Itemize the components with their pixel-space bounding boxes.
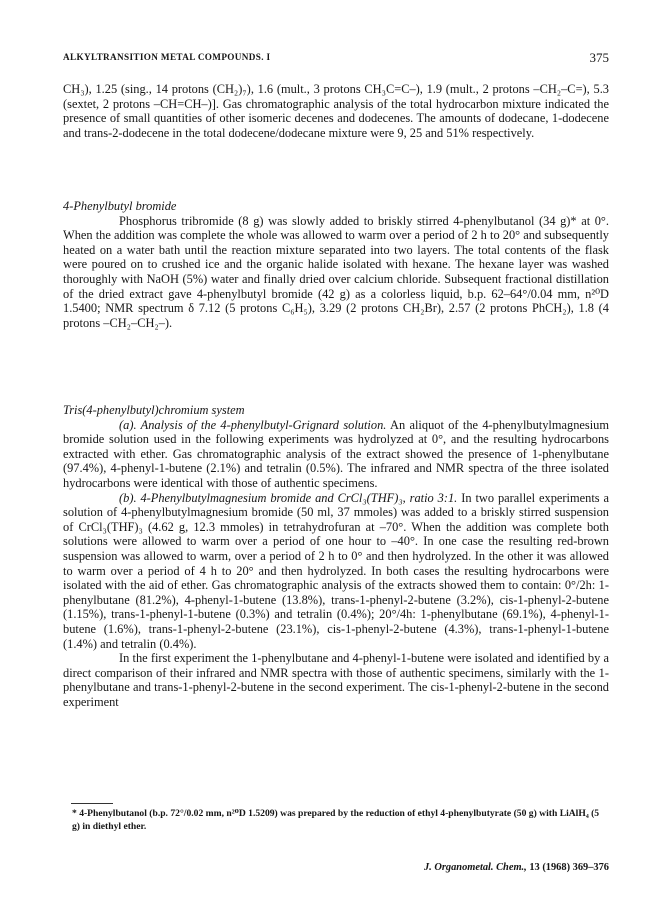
paragraph-nmr-continuation: CH₃), 1.25 (sing., 14 protons (CH₂)₇), 1.6 (mult., 3 protons CH₃C=C–), 1.9 (mult., 2 protons –CH₂–C=), 5.3 (sextet, 2 protons –CH=CH–)]. Gas chromatographic analysis of the total hydrocarbon mixture indicated the presence of small quantities of other isomeric decenes and dodecenes. The amounts of dodecane, 1-dodecene and trans-2-dodecene in the total dodecene/dodecane mixture were 9, 25 and 51% respectively. xyxy=(63,82,609,140)
section-heading-bromide: 4-Phenylbutyl bromide xyxy=(63,199,177,213)
footnote-divider xyxy=(71,803,113,804)
page-header xyxy=(63,52,609,68)
paragraph-a-text: An aliquot of the 4-phenylbutylmagnesium bromide solution used in the following experiments was hydrolyzed at 0°, and the resulting hydrocarbons extracted with ether. Gas chromatographic analysis of the extract showed the presence of 1-phenylbutane (97.4%), 4-phenyl-1-butene (2.1%) and tetralin (0.5%). The infrared and NMR spectra of the three isolated hydrocarbons were identical with those of authentic specimens. xyxy=(63,417,609,490)
paragraph-b-label: (b). 4-Phenylbutylmagnesium bromide and CrCl₃(THF)₃, ratio 3:1. xyxy=(119,490,458,505)
paragraph-b-text: In two parallel experiments a solution of 4-phenylbutylmagnesium bromide (50 ml, 37 mmoles) was added to a briskly stirred suspension of CrCl₃(THF)₃ (4.62 g, 12.3 mmoles) in tetrahydrofuran at –70°. When the addition was complete both solutions were allowed to warm over a period of one hour to –40°. In one case the resulting red-brown suspension was allowed to warm, over a period of 2 h to 0° and then hydrolyzed. In the other it was allowed to warm over a period of 4 h to 20° and then hydrolyzed. In both cases the resulting hydrocarbons were isolated with the aid of ether. Gas chromatographic analysis of the extracts showed them to contain: 0°/2h: 1-phenylbutane (81.2%), 4-phenyl-1-butene (13.8%), trans-1-phenyl-2-butene (3.2%), cis-1-phenyl-2-butene (1.15%), trans-1-phenyl-1-butene (0.3%) and tetralin (0.4%); 20°/4h: 1-phenylbutane (69.1%), 4-phenyl-1-butene (1.6%), trans-1-phenyl-2-butene (23.1%), cis-1-phenyl-2-butene (4.3%), trans-1-phenyl-1-butene (1.4%) and tetralin (0.4%). xyxy=(63,490,609,651)
section-phenylbutyl-bromide xyxy=(63,199,609,330)
section-heading-chromium-system: Tris(4-phenylbutyl)chromium system xyxy=(63,403,245,417)
footnote: * 4-Phenylbutanol (b.p. 72°/0.02 mm, n²⁰D 1.5209) was prepared by the reduction of ethyl 4-phenylbutyrate (50 g) with LiAlH₄ (5 g) in diethyl ether. xyxy=(72,808,600,832)
paragraph-a-label: (a). Analysis of the 4-phenylbutyl-Grignard solution. xyxy=(119,417,387,432)
paragraph-grignard-analysis xyxy=(63,418,609,491)
page-number: 375 xyxy=(589,50,609,65)
paragraph-crcl3-reaction xyxy=(63,491,609,652)
running-title: ALKYLTRANSITION METAL COMPOUNDS. I xyxy=(63,52,271,62)
journal-citation xyxy=(424,862,609,873)
journal-name: J. Organometal. Chem., xyxy=(423,862,527,873)
section-chromium-system xyxy=(63,403,609,709)
paragraph-continuation-block xyxy=(63,82,609,140)
paragraph-bromide-preparation: Phosphorus tribromide (8 g) was slowly added to briskly stirred 4-phenylbutanol (34 g)* at 0°. When the addition was complete the whole was allowed to warm over a period of 2 h to 20° and subsequently heated on a water bath until the reaction mixture separated into two layers. The total contents of the flask were poured on to crushed ice and the organic halide isolated with hexane. The hexane layer was washed thoroughly with NaOH (5%) water and finally dried over calcium chloride. Subsequent fractional distillation of the dried extract gave 4-phenylbutyl bromide (42 g) as a colorless liquid, b.p. 62–64°/0.04 mm, n²⁰D 1.5400; NMR spectrum δ 7.12 (5 protons C₆H₅), 3.29 (2 protons CH₂Br), 2.57 (2 protons PhCH₂), 1.8 (4 protons –CH₂–CH₂–). xyxy=(63,213,609,330)
journal-volume-pages: 13 (1968) 369–376 xyxy=(529,862,609,873)
paragraph-identification: In the first experiment the 1-phenylbutane and 4-phenyl-1-butene were isolated and identified by a direct comparison of their infrared and NMR spectra with those of authentic specimens, similarly with the 1-phenylbutane and trans-1-phenyl-2-butene in the second experiment. The cis-1-phenyl-2-butene in the second experiment xyxy=(63,651,609,709)
